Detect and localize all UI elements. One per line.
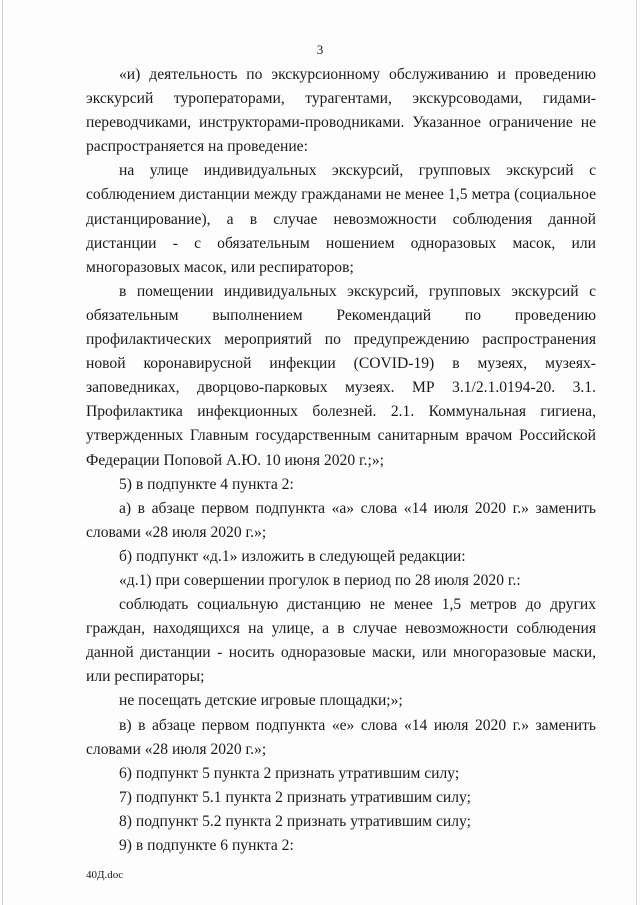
paragraph-playgrounds: не посещать детские игровые площадки;»;	[119, 692, 403, 710]
paragraph-item-5b: б) подпункт «д.1» изложить в следующей редакции:	[119, 547, 466, 565]
document-body	[86, 63, 596, 858]
page-number: 3	[316, 42, 324, 57]
paragraph-item-7: 7) подпункт 5.1 пункта 2 признать утратившим силу;	[119, 788, 471, 806]
paragraph-outdoor-excursions: на улице индивидуальных экскурсий, групповых экскурсий с соблюдением дистанции между гражданами не менее 1,5 метра (социальное дистанцирование), а в случае невозможности соблюдения данной дистанции - с обязательным ношением одноразовых масок, или многоразовых масок, или респираторов;	[86, 162, 596, 276]
paragraph-item-5: 5) в подпункте 4 пункта 2:	[119, 475, 294, 493]
scan-edge-right	[636, 0, 637, 905]
paragraph-item-6: 6) подпункт 5 пункта 2 признать утратившим силу;	[119, 764, 460, 782]
scan-edge-left	[2, 0, 3, 905]
paragraph-excursions: «и) деятельность по экскурсионному обслуживанию и проведению экскурсий туроператорами, турагентами, экскурсоводами, гидами-переводчиками, инструкторами-проводниками. Указанное ограничение не распространяется на проведение:	[86, 66, 596, 156]
paragraph-item-5v: в) в абзаце первом подпункта «е» слова «14 июля 2020 г.» заменить словами «28 июля 2020 г.»;	[86, 716, 596, 758]
footer-filename: 40Д.doc	[86, 869, 124, 881]
paragraph-indoor-excursions: в помещении индивидуальных экскурсий, групповых экскурсий с обязательным выполнением Рекомендаций по проведению профилактических мероприятий по предупреждению распространения новой коронавирусной инфекции (COVID-19) в музеях, музеях-заповедниках, дворцово-парковых музеях. МР 3.1/2.1.0194-20. 3.1. Профилактика инфекционных болезней. 2.1. Коммунальная гигиена, утвержденных Главным государственным санитарным врачом Российской Федерации Поповой А.Ю. 10 июня 2020 г.;»;	[86, 282, 596, 469]
paragraph-d1: «д.1) при совершении прогулок в период по 28 июля 2020 г.:	[119, 571, 521, 589]
paragraph-item-5a: а) в абзаце первом подпункта «а» слова «14 июля 2020 г.» заменить словами «28 июля 2020 г.»;	[86, 499, 596, 541]
paragraph-item-9: 9) в подпункте 6 пункта 2:	[119, 837, 294, 854]
paragraph-distance: соблюдать социальную дистанцию не менее 1,5 метров до других граждан, находящихся на улице, а в случае невозможности соблюдения данной дистанции - носить одноразовые маски, или многоразовые маски, или респираторы;	[86, 596, 596, 686]
paragraph-item-8: 8) подпункт 5.2 пункта 2 признать утратившим силу;	[119, 812, 471, 830]
